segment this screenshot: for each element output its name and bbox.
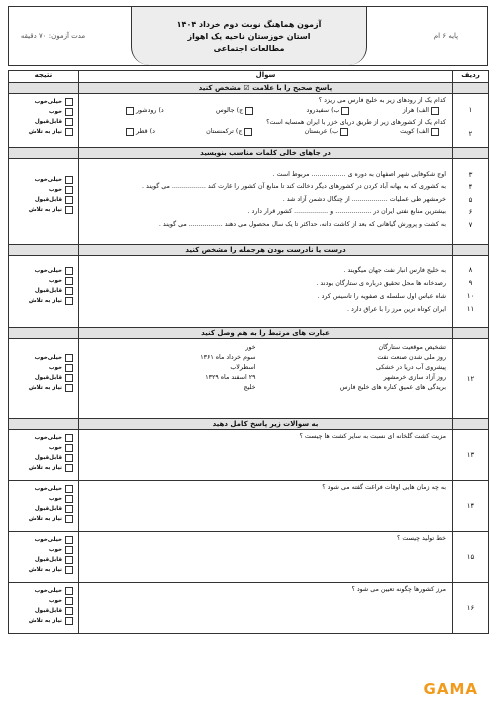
match-item: روز آزاد سازی خرمشهر [383,374,446,382]
question-text: رصدخانه ها محل تحقیق درباره ی ستارگان بودند . [316,280,446,287]
section-title: درست یا نادرست بودن هرجمله را مشخص کنید [79,245,453,256]
checkbox[interactable] [65,515,73,523]
checkbox[interactable] [65,597,73,605]
fill-blank-cell [79,159,453,245]
true-false-cell [79,256,453,328]
match-item: پیشروی آب دریا در خشکی [376,364,446,372]
checkbox[interactable] [65,384,73,392]
checkbox[interactable] [65,267,73,275]
checkbox[interactable] [65,364,73,372]
row-number: ۱۶ [453,583,489,634]
exam-region: استان خوزستان ناحیه یک اهواز [187,31,311,41]
checkbox[interactable] [126,107,134,115]
checkbox[interactable] [65,118,73,126]
row-numbers: ۱ ۲ [453,94,489,148]
matching-cell [79,339,453,419]
checkbox[interactable] [65,546,73,554]
mcq-cell [79,94,453,148]
exam-subject: مطالعات اجتماعی [213,43,285,53]
section-title: در جاهای خالی کلمات مناسب بنویسید [79,148,453,159]
question-text: به کشوری که به بهانه آباد کردن در کشورهای دیگر دخالت کند تا منابع آن کشور را غارت کند ................. می گویند . [142,183,446,191]
row-number: ۱۵ [453,532,489,583]
checkbox[interactable] [65,354,73,362]
checkbox[interactable] [431,107,439,115]
checkbox[interactable] [65,495,73,503]
row-numbers: ۳ ۴ ۵ ۶ ۷ [453,159,489,245]
checkbox[interactable] [65,277,73,285]
checkbox[interactable] [65,287,73,295]
row-number: ۱۳ [453,430,489,481]
result-options: خیلی‌خوب خوب قابل‌قبول نیاز به تلاش [9,583,79,634]
col-question: سوال [79,71,453,83]
exam-duration: مدت آزمون: ۷۰ دقیقه [20,32,86,40]
checkbox[interactable] [65,607,73,615]
result-options: خیلی‌خوب خوب قابل‌قبول نیاز به تلاش [9,256,79,328]
checkbox[interactable] [65,587,73,595]
checkbox[interactable] [65,536,73,544]
question-text: اوج شکوفایی شهر اصفهان به دوره ی ................. مربوط است . [272,171,446,178]
question-text: کدام یک از رودهای زیر به خلیج فارس می ریزد ؟ [318,97,446,104]
checkbox[interactable] [431,128,439,136]
question-text: مزیت کشت گلخانه ای نسبت به سایر کشت ها چیست ؟ [79,430,453,481]
match-answer: خلیج [243,384,256,392]
question-text: کدام یک از کشورهای زیر از طریق دریای خزر با ایران همسایه است؟ [266,118,446,126]
checkbox[interactable] [245,107,253,115]
checkbox[interactable] [65,454,73,462]
question-text: ایران کوتاه ترین مرز را با عراق دارد . [347,306,446,313]
checkbox[interactable] [65,617,73,625]
checkbox[interactable] [65,505,73,513]
checkbox[interactable] [65,108,73,116]
checkbox[interactable] [244,128,252,136]
checkbox[interactable] [65,566,73,574]
checkbox[interactable] [65,196,73,204]
checkbox[interactable] [65,374,73,382]
checkbox[interactable] [65,176,73,184]
question-text: به خلیج فارس انبار نفت جهان میگویند . [343,267,446,274]
checkbox[interactable] [341,107,349,115]
checkbox[interactable] [65,434,73,442]
result-options: خیلی‌خوب خوب قابل‌قبول نیاز به تلاش [9,481,79,532]
match-answer: خور [245,344,256,351]
result-options: خیلی‌خوب خوب قابل‌قبول نیاز به تلاش [9,94,79,148]
match-answer: سوم خرداد ماه ۱۳۶۱ [200,354,256,362]
row-number: ۱۲ [453,339,489,419]
question-text: خط تولید چیست ؟ [79,532,453,583]
question-text: مرز کشورها چگونه تعیین می شود ؟ [79,583,453,634]
row-numbers: ۸ ۹ ۱۰ ۱۱ [453,256,489,328]
options-q1: الف) هراز ب) سفیدرود ج) جالوس د) رودشور [85,106,446,116]
gama-logo: GAMA [423,680,478,698]
section-title: به سوالات زیر پاسخ کامل دهید [79,419,453,430]
match-item: روز ملی شدن صنعت نفت [377,354,446,362]
exam-title: آزمون هماهنگ نوبت دوم خرداد ۱۴۰۴ [176,19,322,29]
question-text: خرمشهر طی عملیات .................. از چنگال دشمن آزاد شد . [282,195,446,203]
checkbox[interactable] [65,98,73,106]
result-options: خیلی‌خوب خوب قابل‌قبول نیاز به تلاش [9,339,79,419]
checkbox[interactable] [65,464,73,472]
col-row: ردیف [453,71,489,83]
checkbox[interactable] [65,206,73,214]
result-options: خیلی‌خوب خوب قابل‌قبول نیاز به تلاش [9,532,79,583]
result-options: خیلی‌خوب خوب قابل‌قبول نیاز به تلاش [9,430,79,481]
row-number: ۱۴ [453,481,489,532]
options-q2: الف) کویت ب) عربستان ج) ترکمنستان د) قطر [85,127,446,137]
checkbox[interactable] [65,444,73,452]
exam-header [8,6,488,66]
section-title: عبارت های مرتبط را به هم وصل کنید [79,328,453,339]
col-result: نتیجه [9,71,79,83]
exam-sheet [8,6,488,634]
checkbox[interactable] [65,186,73,194]
checkbox[interactable] [65,297,73,305]
grade-label: پایه ۶ ام [433,32,459,40]
header-title-box [131,7,367,65]
match-item: بریدگی های عمیق کناره های خلیج فارس [339,384,446,392]
checkbox[interactable] [126,128,134,136]
section-title: پاسخ صحیح را با علامت ☑ مشخص کنید [79,83,453,94]
match-answer: ۲۹ اسفند ماه ۱۳۲۹ [205,374,256,382]
checkbox[interactable] [65,128,73,136]
question-text: به چه زمان هایی اوقات فراغت گفته می شود ؟ [79,481,453,532]
result-options: خیلی‌خوب خوب قابل‌قبول نیاز به تلاش [9,159,79,245]
checkbox[interactable] [340,128,348,136]
question-text: به کشت و پرورش گیاهانی که بعد از کاشت دانه، حداکثر تا یک سال محصول می دهند ................. می گویند . [158,220,446,228]
question-text: شاه عباس اول سلسله ی صفویه را تاسیس کرد . [317,293,446,300]
checkbox[interactable] [65,485,73,493]
match-answer: اسطرلاب [230,364,256,372]
match-item: تشخیص موقعیت ستارگان [378,344,446,351]
question-text: بیشترین منابع نفتی ایران در .................. و ................. کشور قرار دارد . [247,208,446,216]
checkbox[interactable] [65,556,73,564]
question-table [8,70,489,634]
